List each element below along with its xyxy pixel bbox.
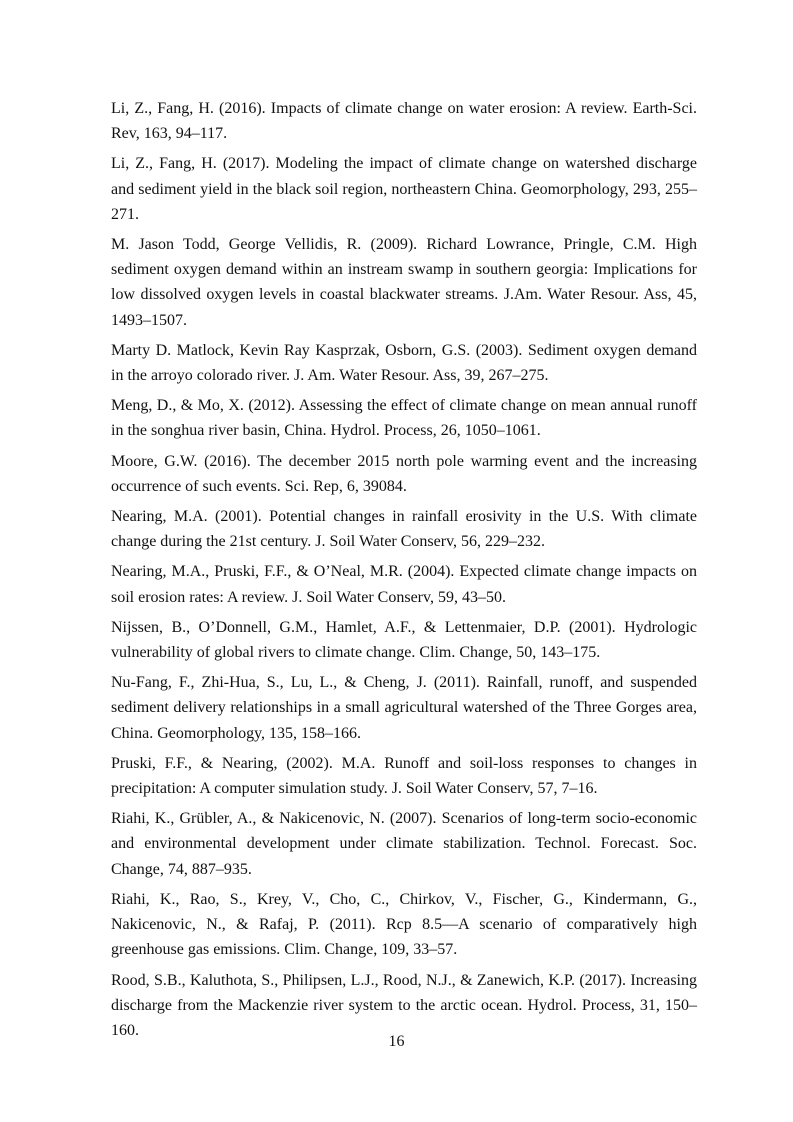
reference-entry: M. Jason Todd, George Vellidis, R. (2009). Richard Lowrance, Pringle, C.M. High sediment oxygen demand within an instream swamp in southern georgia: Implications for low dissolved oxygen levels in coastal blackwater streams. J.Am. Water Resour. Ass, 45, 1493–1507.: [111, 236, 697, 329]
reference-entry: Rood, S.B., Kaluthota, S., Philipsen, L.J., Rood, N.J., & Zanewich, K.P. (2017). Increasing discharge from the Mackenzie river system to the arctic ocean. Hydrol. Process, 31, 150–160.: [111, 971, 697, 1039]
reference-entry: Marty D. Matlock, Kevin Ray Kasprzak, Osborn, G.S. (2003). Sediment oxygen demand in the arroyo colorado river. J. Am. Water Resour. Ass, 39, 267–275.: [111, 341, 697, 385]
reference-entry: Nearing, M.A., Pruski, F.F., & O’Neal, M.R. (2004). Expected climate change impacts on soil erosion rates: A review. J. Soil Water Conserv, 59, 43–50.: [111, 563, 697, 606]
reference-entry: Meng, D., & Mo, X. (2012). Assessing the effect of climate change on mean annual runoff in the songhua river basin, China. Hydrol. Process, 26, 1050–1061.: [111, 397, 697, 440]
page-number: 16: [388, 1033, 405, 1050]
reference-entry: Li, Z., Fang, H. (2016). Impacts of climate change on water erosion: A review. Earth-Sci. Rev, 163, 94–117.: [111, 100, 697, 143]
reference-entry: Moore, G.W. (2016). The december 2015 north pole warming event and the increasing occurrence of such events. Sci. Rep, 6, 39084.: [111, 452, 697, 495]
reference-entry: Riahi, K., Grübler, A., & Nakicenovic, N. (2007). Scenarios of long-term socio-economic and environmental development under climate stabilization. Technol. Forecast. Soc. Change, 74, 887–935.: [111, 810, 697, 878]
reference-entry: Nu-Fang, F., Zhi-Hua, S., Lu, L., & Cheng, J. (2011). Rainfall, runoff, and suspended sediment delivery relationships in a small agricultural watershed of the Three Gorges area, China. Geomorphology, 135, 158–166.: [111, 674, 697, 742]
reference-entry: Li, Z., Fang, H. (2017). Modeling the impact of climate change on watershed discharge and sediment yield in the black soil region, northeastern China. Geomorphology, 293, 255–271.: [111, 155, 697, 223]
reference-entry: Nearing, M.A. (2001). Potential changes in rainfall erosivity in the U.S. With climate change during the 21st century. J. Soil Water Conserv, 56, 229–232.: [111, 508, 697, 551]
reference-list: [111, 96, 697, 1048]
reference-entry: Nijssen, B., O’Donnell, G.M., Hamlet, A.F., & Lettenmaier, D.P. (2001). Hydrologic vulnerability of global rivers to climate change. Clim. Change, 50, 143–175.: [111, 618, 697, 662]
reference-entry: Riahi, K., Rao, S., Krey, V., Cho, C., Chirkov, V., Fischer, G., Kindermann, G., Nakicenovic, N., & Rafaj, P. (2011). Rcp 8.5—A scenario of comparatively high greenhouse gas emissions. Clim. Change, 109, 33–57.: [111, 890, 697, 959]
reference-entry: Pruski, F.F., & Nearing, (2002). M.A. Runoff and soil-loss responses to changes in precipitation: A computer simulation study. J. Soil Water Conserv, 57, 7–16.: [111, 754, 697, 798]
